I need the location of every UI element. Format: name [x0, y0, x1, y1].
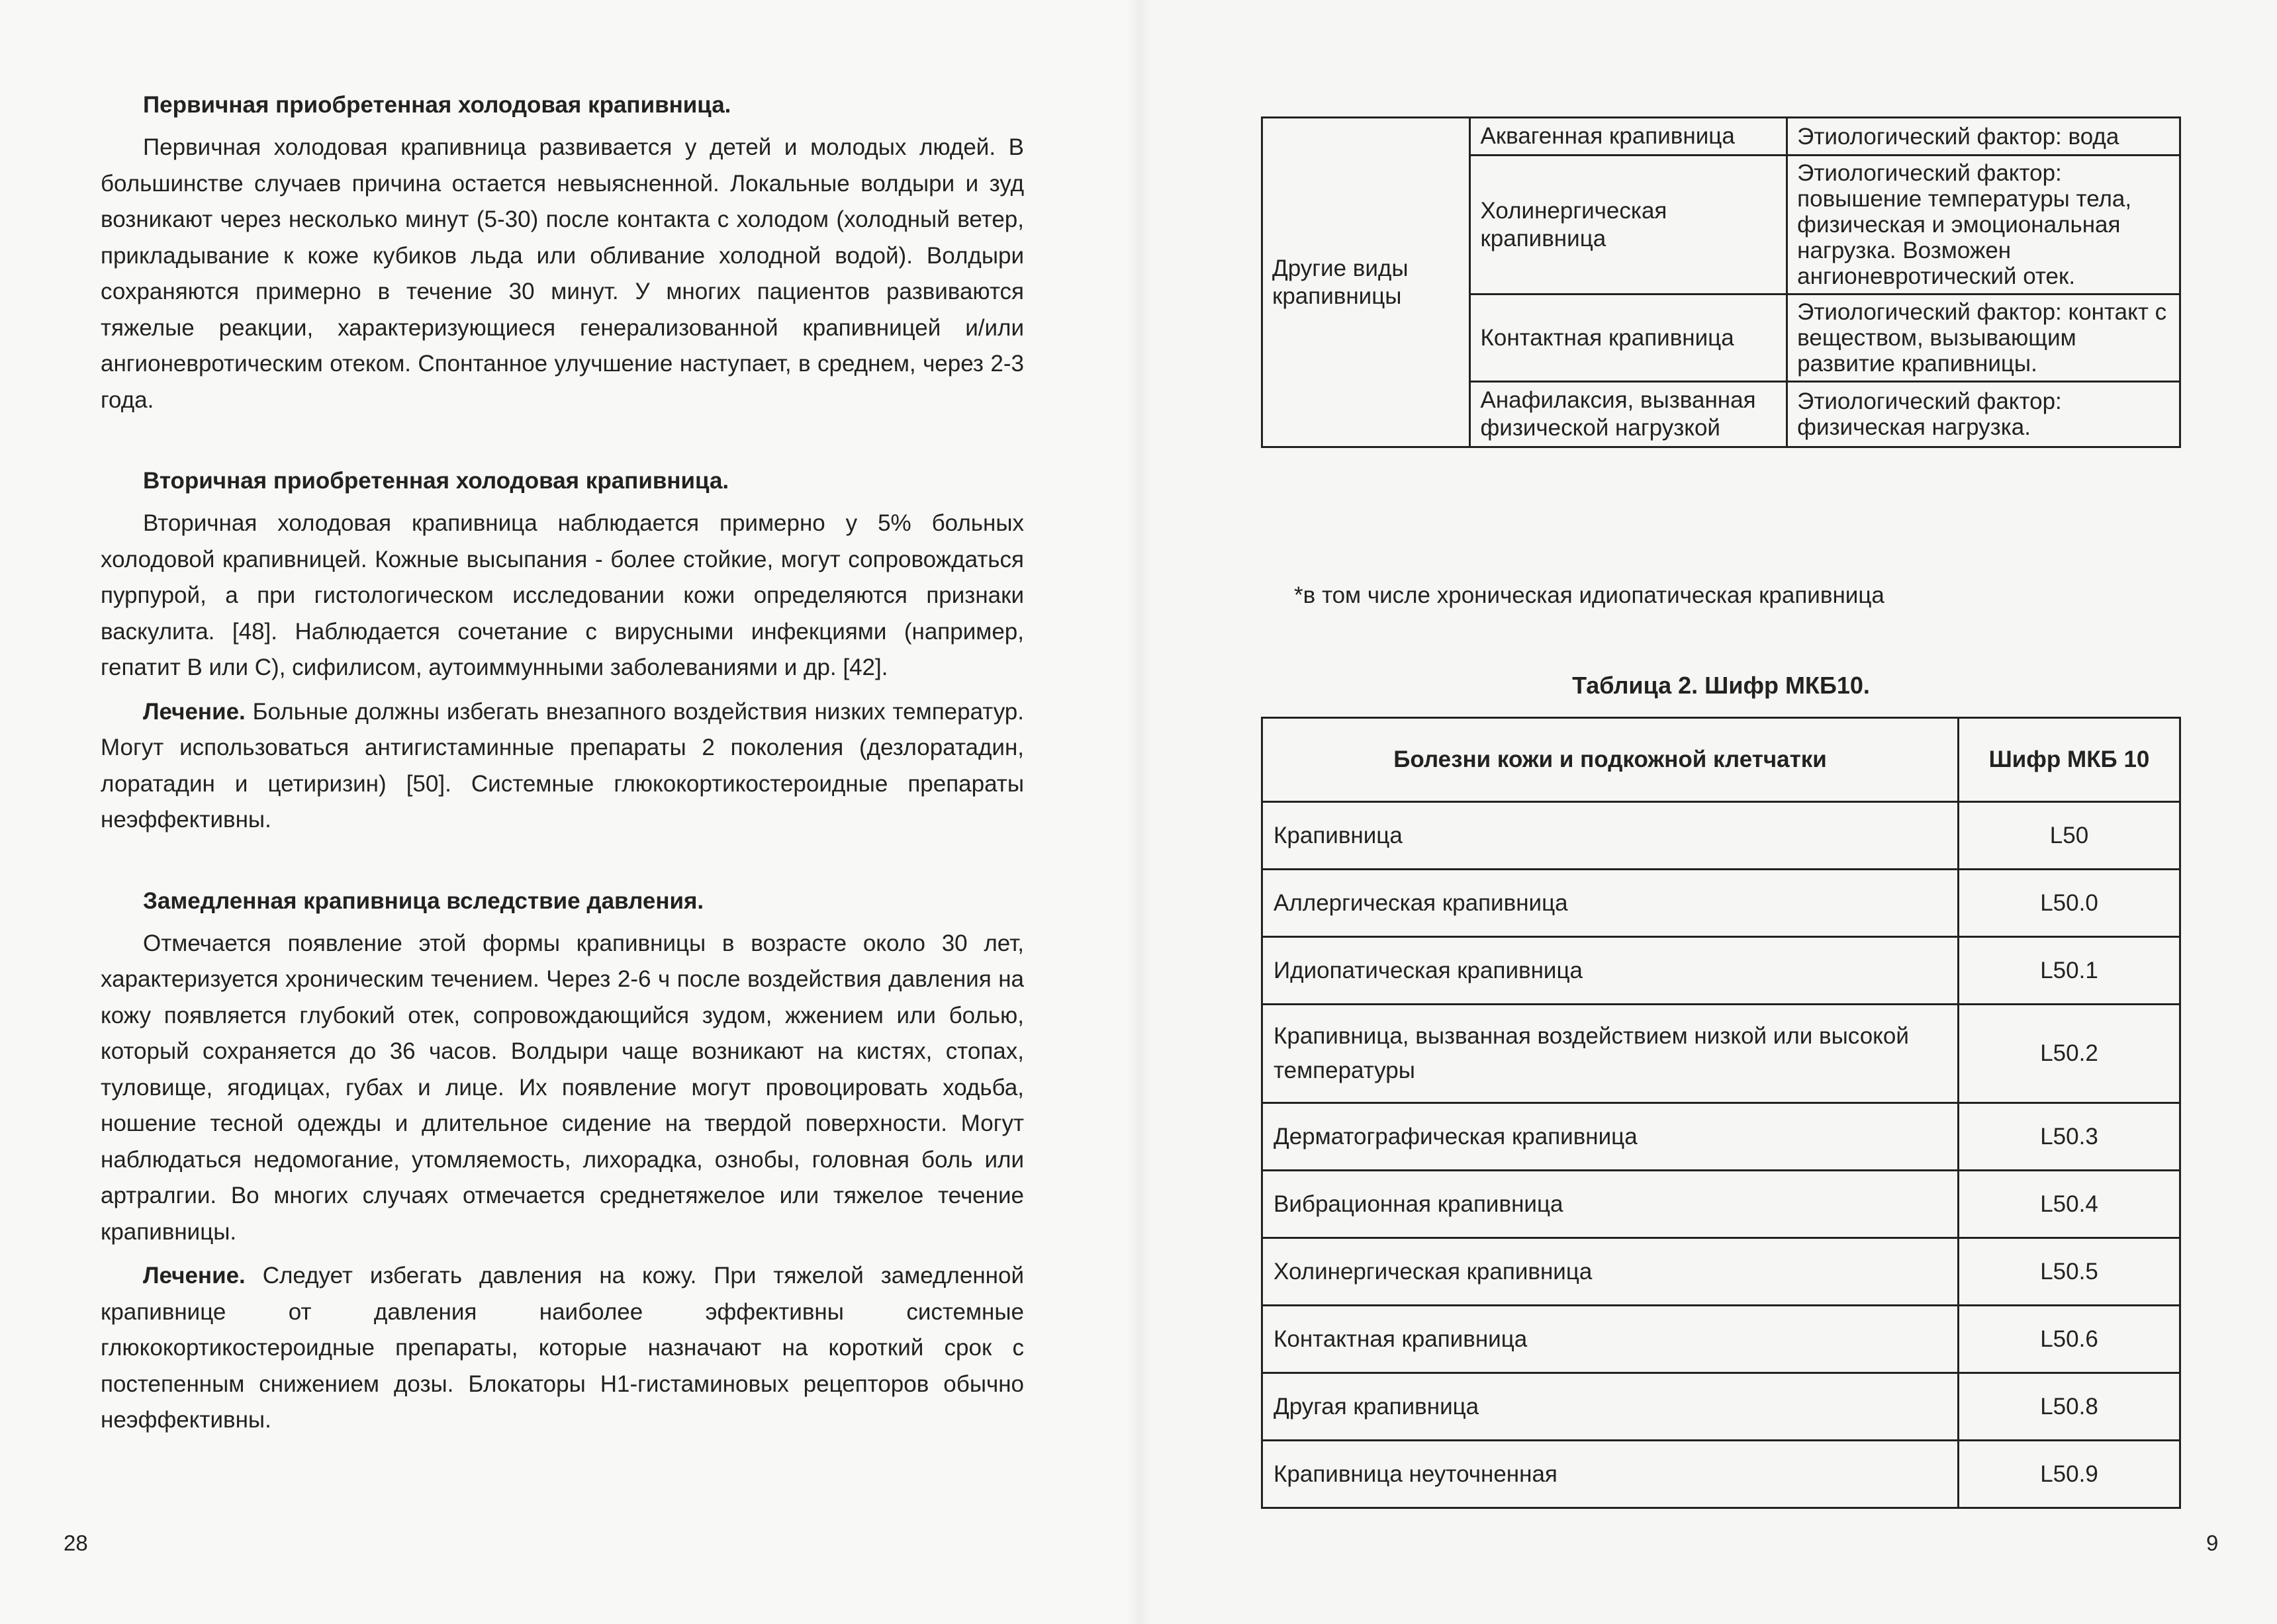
paragraph: Первичная холодовая крапивница развивается у детей и молодых людей. В большинстве случаев причина остается невыясненной. Локальные волдыри и зуд возникают через несколько минут (5-30) после контакта с холодом (холодный ветер, прикладывание к коже кубиков льда или обливание холодной водой). Волдыри сохраняются примерно в течение 30 минут. У многих пациентов развиваются тяжелые реакции, характеризующиеся генерализованной крапивницей и/или ангионевротическим отеком. Спонтанное улучшение наступает, в среднем, через 2-3 года.: [101, 134, 1024, 413]
code-cell: L50.4: [1959, 1171, 2180, 1238]
code-cell: L50: [1959, 802, 2180, 870]
column-header-code: Шифр МКБ 10: [1959, 718, 2180, 802]
paragraph: Отмечается появление этой формы крапивницы в возрасте около 30 лет, характеризуется хроническим течением. Через 2-6 ч после воздействия давления на кожу появляется глубокий отек, сопровождающийся зудом, жжением или болью, который сохраняется до 36 часов. Волдыри чаще возникают на кистях, стопах, туловище, ягодицах, губах и лице. Их появление могут провоцировать ходьба, ношение тесной одежды и длительное сидение на твердой поверхности. Могут наблюдаться недомогание, утомляемость, лихорадка, ознобы, головная боль или артралгии. Во многих случаях отмечается среднетяжелое или тяжелое течение крапивницы.: [101, 930, 1024, 1245]
code-cell: L50.0: [1959, 870, 2180, 937]
table-row: [1262, 802, 2180, 870]
disease-cell: Контактная крапивница: [1262, 1306, 1959, 1373]
code-cell: L50.9: [1959, 1441, 2180, 1508]
treatment-text: Следует избегать давления на кожу. При тяжелой замедленной крапивнице от давления наиболее эффективны системные глюкокортикостероидные препараты, которые назначают на короткий срок с постепенным снижением дозы. Блокаторы Н1-гистаминовых рецепторов обычно неэффективны.: [101, 1263, 1024, 1433]
disease-cell: Аллергическая крапивница: [1262, 870, 1959, 937]
treatment-text: Больные должны избегать внезапного воздействия низких температур. Могут использоваться антигистаминные препараты 2 поколения (дезлоратадин, лоратадин и цетиризин) [50]. Системные глюкокортикостероидные препараты неэффективны.: [101, 698, 1024, 833]
section-heading: Замедленная крапивница вследствие давления.: [143, 887, 704, 914]
icd10-table: [1261, 717, 2181, 1509]
code-cell: L50.6: [1959, 1306, 2180, 1373]
table-row: [1262, 1373, 2180, 1441]
factor-cell: Этиологический фактор: контакт с веществом, вызывающим развитие крапивницы.: [1787, 294, 2180, 382]
treatment-label: Лечение.: [143, 698, 246, 725]
code-cell: L50.3: [1959, 1103, 2180, 1171]
disease-cell: Крапивница неуточненная: [1262, 1441, 1959, 1508]
factor-cell: Этиологический фактор: вода: [1787, 118, 2180, 156]
type-cell: Анафилаксия, вызванная физической нагрузкой: [1470, 382, 1787, 447]
section-heading: Вторичная приобретенная холодовая крапивница.: [143, 468, 729, 494]
book-gutter: [1125, 0, 1152, 1624]
factor-cell: Этиологический фактор: повышение температуры тела, физическая и эмоциональная нагрузка. Возможен ангионевротический отек.: [1787, 156, 2180, 294]
table-row: [1262, 870, 2180, 937]
table-row: [1262, 1238, 2180, 1306]
treatment-paragraph: [101, 694, 1024, 838]
type-cell: Аквагенная крапивница: [1470, 118, 1787, 156]
table-row: [1262, 1306, 2180, 1373]
factor-cell: Этиологический фактор: физическая нагрузка.: [1787, 382, 2180, 447]
column-header-disease: Болезни кожи и подкожной клетчатки: [1262, 718, 1959, 802]
urticaria-types-table: [1261, 116, 2181, 448]
table-header-row: [1262, 718, 2180, 802]
table-row: [1262, 937, 2180, 1005]
table-row: [1262, 1005, 2180, 1103]
treatment-label: Лечение.: [143, 1263, 246, 1288]
disease-cell: Холинергическая крапивница: [1262, 1238, 1959, 1306]
table-row: [1262, 1441, 2180, 1508]
left-page: [0, 0, 1138, 1624]
code-cell: L50.8: [1959, 1373, 2180, 1441]
table-footnote: *в том числе хроническая идиопатическая крапивница: [1294, 582, 1884, 608]
group-label-cell: Другие виды крапивницы: [1262, 118, 1470, 447]
page-number-left: 28: [64, 1531, 88, 1555]
disease-cell: Идиопатическая крапивница: [1262, 937, 1959, 1005]
disease-cell: Крапивница, вызванная воздействием низкой или высокой температуры: [1262, 1005, 1959, 1103]
disease-cell: Дерматографическая крапивница: [1262, 1103, 1959, 1171]
disease-cell: Вибрационная крапивница: [1262, 1171, 1959, 1238]
paragraph: Вторичная холодовая крапивница наблюдается примерно у 5% больных холодовой крапивницей. Кожные высыпания - более стойкие, могут сопровождаться пурпурой, а при гистологическом исследовании кожи определяются признаки васкулита. [48]. Наблюдается сочетание с вирусными инфекциями (например, гепатит В или С), сифилисом, аутоиммунными заболеваниями и др. [42].: [101, 510, 1024, 680]
disease-cell: Крапивница: [1262, 802, 1959, 870]
type-cell: Контактная крапивница: [1470, 294, 1787, 382]
treatment-paragraph: [101, 1258, 1024, 1439]
page-number-right: 9: [2206, 1531, 2219, 1555]
table-row: [1262, 118, 2180, 156]
disease-cell: Другая крапивница: [1262, 1373, 1959, 1441]
code-cell: L50.2: [1959, 1005, 2180, 1103]
left-text-column: [101, 87, 1024, 1439]
table-row: [1262, 1103, 2180, 1171]
code-cell: L50.1: [1959, 937, 2180, 1005]
section-heading: Первичная приобретенная холодовая крапивница.: [143, 92, 731, 118]
table-row: [1262, 1171, 2180, 1238]
table-caption: Таблица 2. Шифр МКБ10.: [1572, 672, 1870, 699]
type-cell: Холинергическая крапивница: [1470, 156, 1787, 294]
code-cell: L50.5: [1959, 1238, 2180, 1306]
